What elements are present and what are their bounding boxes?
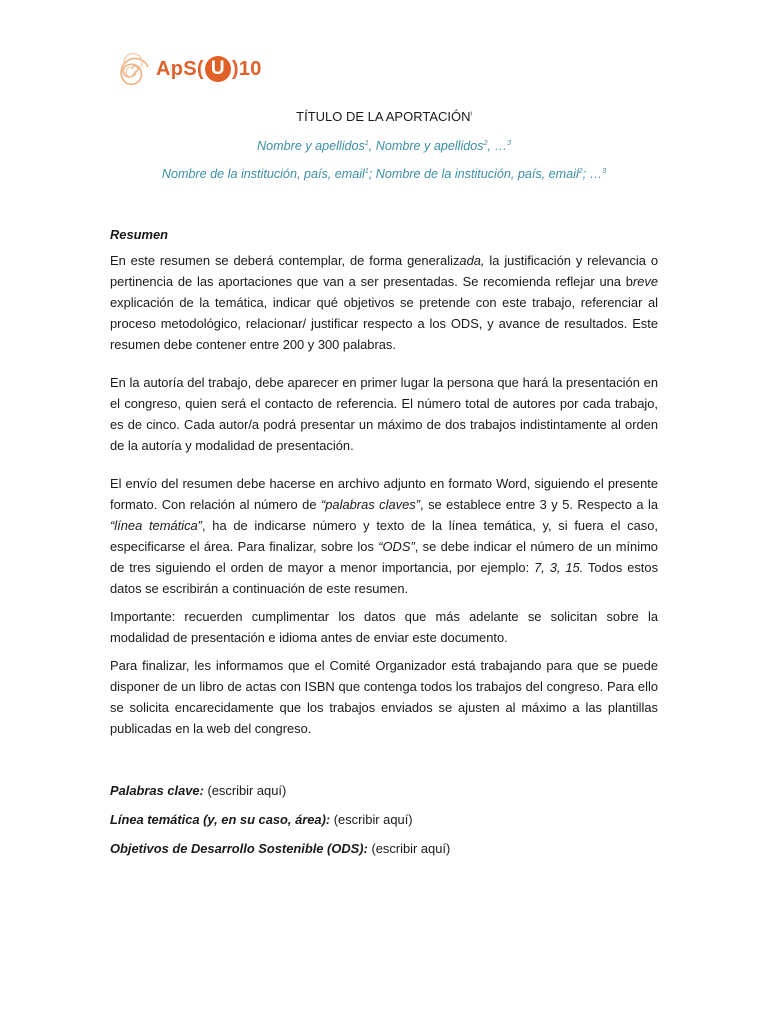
ods-label: Objetivos de Desarrollo Sostenible (ODS):	[110, 841, 368, 856]
author-1-mark: 1	[364, 139, 369, 147]
logo-u: U	[205, 56, 231, 82]
authors-line	[0, 139, 768, 153]
thematic-line-value: (escribir aquí)	[330, 812, 413, 827]
keywords-value: (escribir aquí)	[203, 783, 287, 798]
logo	[112, 44, 262, 94]
p3-italic-b: “palabras claves”	[320, 497, 421, 512]
summary-paragraph-4: Importante: recuerden cumplimentar los datos que más adelante se solicitan sobre la modalidad de presentación e idioma antes de enviar este documento.	[110, 609, 658, 645]
institution-ellipsis: ; …	[582, 167, 603, 181]
p1-text-e: explicación de la temática, indicar qué objetivos se pretende con este trabajo, referenciar al proceso metodológico, relacionar/ justificar respecto a los ODS, y avance de resultados. Este resumen debe contener entre 200 y 300 palabras.	[110, 295, 658, 352]
summary-paragraph-3	[110, 473, 658, 599]
author-separator: ,	[368, 139, 376, 153]
thematic-line-label: Línea temática (y, en su caso, área):	[110, 812, 331, 827]
p1-italic-d: reve	[632, 274, 658, 289]
p3-text-g: , se debe indicar el número de un mínimo de tres siguiendo el orden de mayor a menor importancia, por ejemplo:	[110, 539, 658, 575]
institution-1-mark: 1	[364, 167, 369, 175]
title-text: TÍTULO DE LA APORTACIÓN	[296, 109, 471, 124]
metadata-fields	[110, 780, 658, 859]
p3-italic-h: 7, 3, 15.	[534, 560, 584, 575]
author-2: Nombre y apellidos	[375, 139, 484, 153]
summary-paragraph-2: En la autoría del trabajo, debe aparecer en primer lugar la persona que hará la presentación en el congreso, quien será el contacto de referencia. El número total de autores por cada trabajo, es de cinco. Cada autor/a podrá presentar un máximo de dos trabajos indistintamente al orden de la autoría y modalidad de presentación.	[110, 375, 658, 453]
logo-prefix: ApS(	[156, 57, 204, 80]
p3-text-e: , ha de indicarse número y texto de la línea temática, y, si fuera el caso, especificarse el área. Para finalizar, sobre los	[110, 518, 658, 554]
summary-heading: Resumen	[110, 227, 169, 242]
p1-text-c: la justificación y relevancia o pertinencia de las aportaciones que van a ser presentadas. Se recomienda reflejar una b	[110, 253, 658, 289]
author-ellipsis: , …	[487, 139, 508, 153]
institution-1: Nombre de la institución, país, email	[161, 167, 365, 181]
ods-value: (escribir aquí)	[367, 841, 451, 856]
summary-paragraph-1	[110, 250, 658, 355]
p1-italic-b: ada,	[459, 253, 485, 268]
p3-italic-f: “ODS”	[378, 539, 415, 554]
author-2-mark: 2	[483, 139, 488, 147]
keywords-field	[110, 780, 658, 801]
ods-field	[110, 838, 658, 859]
keywords-label: Palabras clave:	[110, 783, 204, 798]
author-3-mark: 3	[507, 139, 511, 147]
institutions-line	[0, 167, 768, 181]
spiral-icon	[112, 47, 152, 91]
logo-text	[156, 56, 262, 82]
document-body	[110, 224, 658, 867]
logo-suffix: )10	[231, 57, 262, 80]
p3-text-a: El envío del resumen debe hacerse en archivo adjunto en formato Word, siguiendo el presente formato. Con relación al número de	[110, 476, 658, 512]
title-footnote-mark: i	[470, 111, 472, 118]
institution-2: Nombre de la institución, país, email	[375, 167, 579, 181]
institution-separator: ;	[368, 167, 376, 181]
thematic-line-field	[110, 809, 658, 830]
p1-text-a: En este resumen se deberá contemplar, de forma generaliz	[110, 253, 460, 268]
institution-3-mark: 3	[602, 167, 607, 175]
p3-text-c: , se establece entre 3 y 5. Respecto a la	[420, 497, 659, 512]
document-title	[0, 109, 768, 124]
p3-italic-d: “línea temática”	[110, 518, 202, 533]
p3-text-i: Todos estos datos se escribirán a continuación de este resumen.	[110, 560, 659, 596]
author-1: Nombre y apellidos	[257, 139, 365, 153]
summary-paragraph-5: Para finalizar, les informamos que el Comité Organizador está trabajando para que se puede disponer de un libro de actas con ISBN que contenga todos los trabajos del congreso. Para ello se solicita encarecidamente que los trabajos enviados se ajusten al máximo a las plantillas publicadas en la web del congreso.	[110, 658, 658, 736]
institution-2-mark: 2	[578, 167, 583, 175]
